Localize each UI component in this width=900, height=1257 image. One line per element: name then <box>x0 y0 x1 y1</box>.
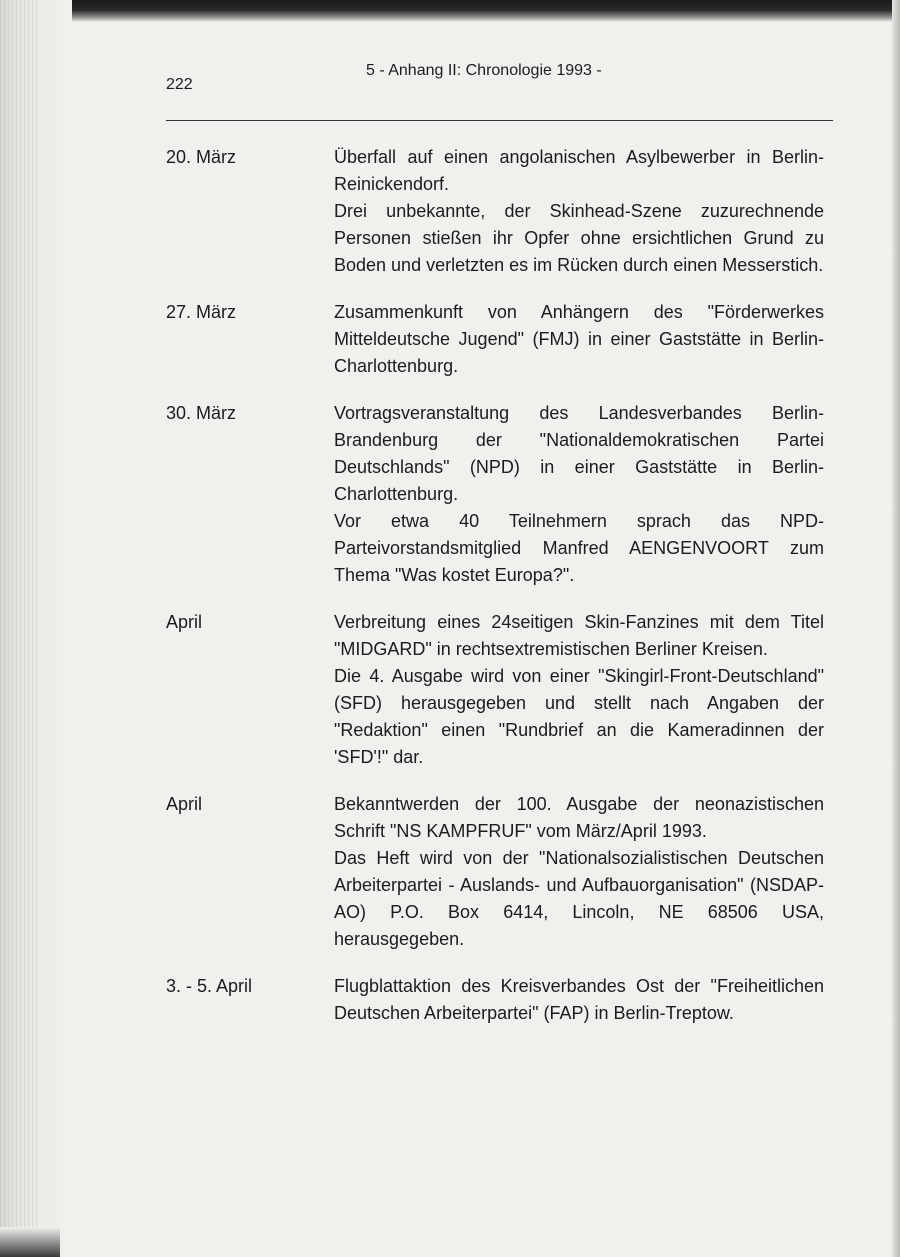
entry-paragraph: Vor etwa 40 Teilnehmern sprach das NPD-Parteivorstandsmitglied Manfred AENGENVOORT zum Thema "Was kostet Europa?". <box>334 511 824 585</box>
entry-date: April <box>166 612 203 632</box>
entry-date: April <box>166 794 203 814</box>
page-binding-edge <box>0 0 72 1257</box>
running-head: 5 - Anhang II: Chronologie 1993 - <box>366 62 602 79</box>
entry-paragraph: Überfall auf einen angolanischen Asylbewerber in Berlin-Reinickendorf. <box>334 147 824 194</box>
entry-date: 30. März <box>166 403 237 423</box>
chronology-entry <box>166 299 836 380</box>
entry-date: 20. März <box>166 147 237 167</box>
entry-text <box>334 609 824 771</box>
chronology-entry <box>166 144 836 279</box>
entry-date: 27. März <box>166 302 237 322</box>
entry-paragraph: Die 4. Ausgabe wird von einer "Skingirl-Front-Deutschland" (SFD) herausgegeben und stellt nach Angaben der "Redaktion" einen "Rundbrief an die Kameradinnen der 'SFD'!" dar. <box>334 666 824 767</box>
entry-paragraph: Zusammenkunft von Anhängern des "Förderwerkes Mitteldeutsche Jugend" (FMJ) in einer Gaststätte in Berlin-Charlottenburg. <box>334 302 824 376</box>
page-right-edge <box>892 0 900 1257</box>
chronology-entry <box>166 400 836 589</box>
chronology-entry <box>166 973 836 1027</box>
entry-paragraph: Das Heft wird von der "Nationalsozialistischen Deutschen Arbeiterpartei - Auslands- und Aufbauorganisation" (NSDAP-AO) P.O. Box 6414, Lincoln, NE 68506 USA, herausgegeben. <box>334 848 824 949</box>
chronology-entry <box>166 609 836 771</box>
entry-text <box>334 791 824 953</box>
entry-paragraph: Vortragsveranstaltung des Landesverbandes Berlin-Brandenburg der "Nationaldemokratischen Partei Deutschlands" (NPD) in einer Gaststätte in Berlin-Charlottenburg. <box>334 403 824 504</box>
entry-text <box>334 299 824 380</box>
page-number: 222 <box>166 76 193 93</box>
page-bottom-corner <box>0 1227 60 1257</box>
entry-date: 3. - 5. April <box>166 976 253 996</box>
page-top-edge <box>0 0 900 22</box>
header-rule <box>166 120 833 121</box>
entry-paragraph: Verbreitung eines 24seitigen Skin-Fanzines mit dem Titel "MIDGARD" in rechtsextremistischen Berliner Kreisen. <box>334 612 824 659</box>
chronology-entry <box>166 791 836 953</box>
chronology-entries <box>166 144 836 1047</box>
entry-text <box>334 973 824 1027</box>
entry-paragraph: Flugblattaktion des Kreisverbandes Ost der "Freiheitlichen Deutschen Arbeiterpartei" (FAP) in Berlin-Treptow. <box>334 976 824 1023</box>
entry-text <box>334 400 824 589</box>
entry-paragraph: Bekanntwerden der 100. Ausgabe der neonazistischen Schrift "NS KAMPFRUF" vom März/April 1993. <box>334 794 824 841</box>
entry-paragraph: Drei unbekannte, der Skinhead-Szene zuzurechnende Personen stießen ihr Opfer ohne ersichtlichen Grund zu Boden und verletzten es im Rücken durch einen Messerstich. <box>334 201 824 275</box>
entry-text <box>334 144 824 279</box>
